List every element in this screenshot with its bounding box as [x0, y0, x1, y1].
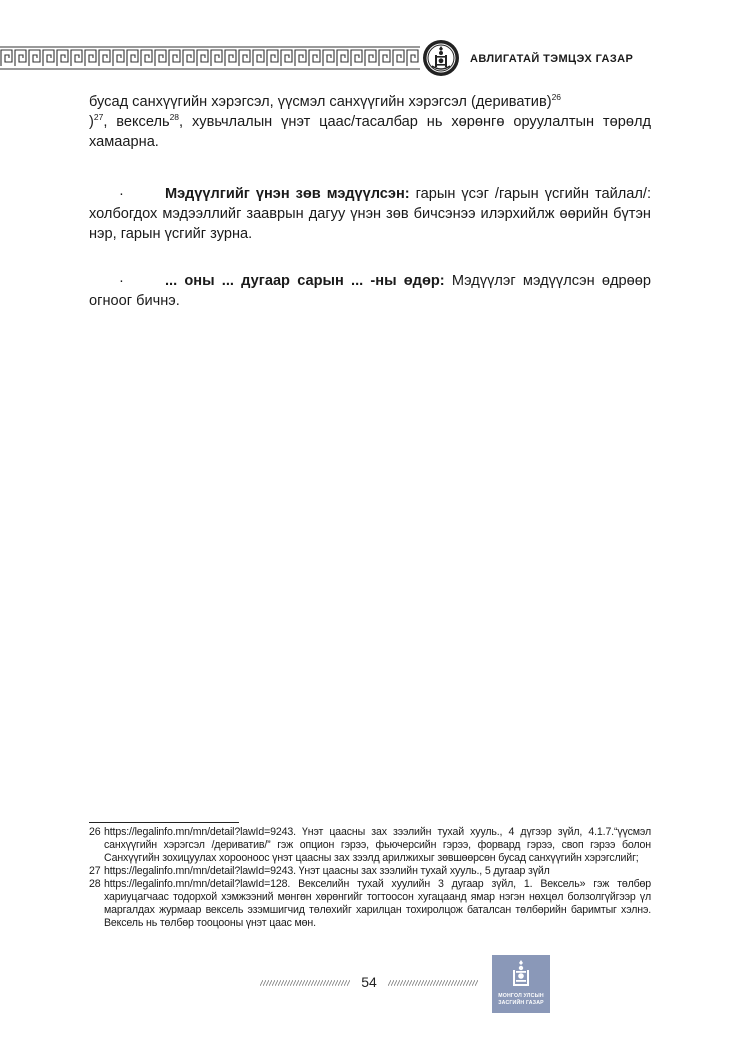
- meander-unit: [85, 50, 96, 66]
- meander-unit: [169, 50, 180, 66]
- footnote-26: [89, 826, 651, 865]
- gov-label-line1: МОНГОЛ УЛСЫН: [498, 993, 544, 999]
- main-content: [89, 92, 651, 311]
- bullet-heading: ... оны ... дугаар сарын ... -ны өдөр:: [165, 273, 445, 289]
- meander-unit: [183, 50, 194, 66]
- meander-unit: [407, 50, 418, 66]
- intro-text: , хувьчлалын үнэт цаас/тасалбар нь хөрөнгө оруулалтын төрөлд хамаарна.: [89, 114, 651, 150]
- footnote-number: 26: [89, 826, 101, 838]
- mongolian-meander-pattern: [0, 46, 420, 70]
- meander-unit: [379, 50, 390, 66]
- footnote-28: [89, 878, 651, 930]
- bullet-text: гарын үсэг /гарын үсгийн тайлал/: холбогдох мэдээллийг зааврын дагуу үнэн зөв бичсэнээ илэрхийлж өөрийн бүтэн нэр, гарын үсгийг зурна.: [89, 186, 651, 242]
- bullet-marker: ·: [119, 273, 124, 289]
- soyombo-icon: [510, 960, 532, 988]
- footnote-ref-28[interactable]: 28: [169, 112, 180, 123]
- government-logo: [492, 955, 550, 1013]
- meander-unit: [239, 50, 250, 66]
- meander-unit: [127, 50, 138, 66]
- meander-unit: [323, 50, 334, 66]
- bullet-declaration-date: [89, 271, 651, 311]
- meander-unit: [197, 50, 208, 66]
- meander-unit: [393, 50, 404, 66]
- meander-unit: [211, 50, 222, 66]
- meander-unit: [337, 50, 348, 66]
- page-number-ornament-left: [260, 980, 350, 986]
- meander-unit: [309, 50, 320, 66]
- footnote-divider: [89, 822, 239, 823]
- footnote-text[interactable]: https://legalinfo.mn/mn/detail?lawId=9243. Үнэт цаасны зах зээлийн тухай хууль., 5 дугаар зүйл: [104, 865, 550, 877]
- footnote-27: [89, 865, 651, 878]
- footnotes: [89, 826, 651, 930]
- meander-unit: [225, 50, 236, 66]
- meander-unit: [43, 50, 54, 66]
- bullet-heading: Мэдүүлгийг үнэн зөв мэдүүлсэн:: [165, 186, 410, 202]
- page-number-ornament-right: [388, 980, 478, 986]
- meander-unit: [295, 50, 306, 66]
- footnote-ref-27[interactable]: 27: [93, 112, 104, 123]
- intro-text: ): [89, 114, 94, 130]
- meander-unit: [351, 50, 362, 66]
- footnote-text[interactable]: https://legalinfo.mn/mn/detail?lawId=9243. Үнэт цаасны зах зээлийн тухай хууль., 4 дүгээр зүйл, 4.1.7.“үүсмэл санхүүгийн хэрэгсэл /дериватив/” гэж опцион гэрээ, фьючерсийн гэрээ, форвард гэрээ, своп гэрээ болон Санхүүгийн зохицуулах хорооноос үнэт цаасны зах зээлд арилжихыг зөвшөөрсөн бусад санхүүгийн хэрэгслийг;: [104, 826, 651, 864]
- footnote-number: 27: [89, 865, 101, 877]
- intro-paragraph: [89, 92, 651, 152]
- footnote-ref-26[interactable]: 26: [551, 92, 562, 103]
- meander-unit: [141, 50, 152, 66]
- meander-unit: [71, 50, 82, 66]
- page-number: 54: [361, 974, 377, 990]
- meander-unit: [29, 50, 40, 66]
- page-header: [0, 38, 739, 88]
- meander-unit: [253, 50, 264, 66]
- agency-name: АВЛИГАТАЙ ТЭМЦЭХ ГАЗАР: [470, 53, 634, 65]
- gov-label-line2: ЗАСГИЙН ГАЗАР: [498, 1000, 544, 1006]
- meander-unit: [155, 50, 166, 66]
- intro-text: , вексель: [103, 114, 170, 130]
- intro-text: бусад санхүүгийн хэрэгсэл, үүсмэл санхүүгийн хэрэгсэл (дериватив): [89, 94, 552, 110]
- footnote-text[interactable]: https://legalinfo.mn/mn/detail?lawId=128. Векселийн тухай хуулийн 3 дугаар зүйл, 1. Вексель» гэж төлбөр хариуцагчаас тодорхой хэмжээний мөнгөн хөрөнгийг тогтоосон хугацаанд ямар нэгэн нөхцөл болзолгүйгээр үл маргалдах журмаар вексель эзэмшигчид төлөхийг харилцан тохиролцож баталсан төлбөрийн баримтыг хэлнэ. Вексель нь төлбөр тооцооны үнэт цаас мөн.: [104, 878, 651, 929]
- meander-unit: [57, 50, 68, 66]
- bullet-declaration-truthful: [89, 184, 651, 244]
- meander-unit: [99, 50, 110, 66]
- meander-unit: [267, 50, 278, 66]
- soyombo-emblem-icon: [422, 39, 460, 77]
- meander-unit: [365, 50, 376, 66]
- meander-unit: [113, 50, 124, 66]
- bullet-marker: ·: [119, 186, 124, 202]
- bullet-text: Мэдүүлэг мэдүүлсэн өдрөөр огноог бичнэ.: [89, 273, 651, 309]
- footnote-number: 28: [89, 878, 101, 890]
- meander-unit: [1, 50, 12, 66]
- meander-unit: [281, 50, 292, 66]
- meander-unit: [15, 50, 26, 66]
